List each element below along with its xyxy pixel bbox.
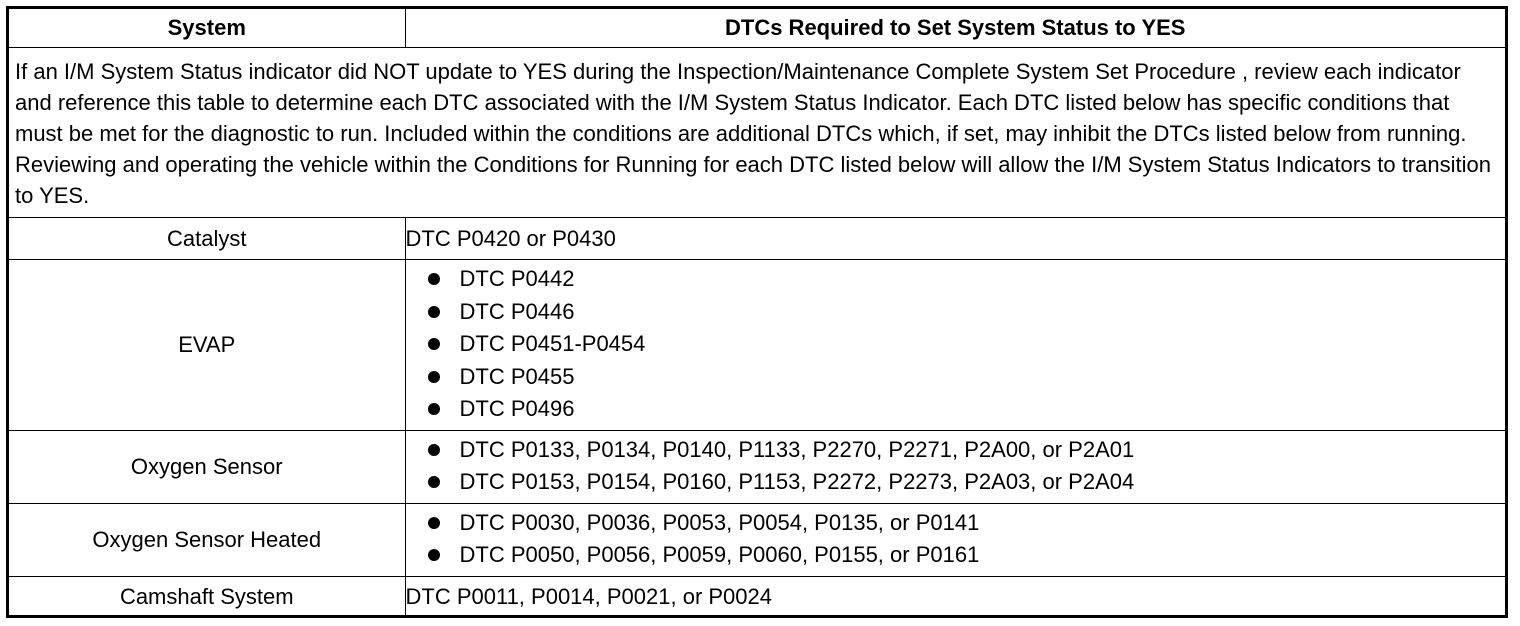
dtc-text: DTC P0496 [459,396,575,421]
dtc-list [406,431,1506,503]
bullet-icon [428,549,440,561]
dtc-text: DTC P0133, P0134, P0140, P1133, P2270, P2271, P2A00, or P2A01 [459,436,1135,462]
list-item [428,466,1506,499]
intro-text: If an I/M System Status indicator did NOT update to YES during the Inspection/Maintenance Complete System Set Procedure , review each indicator and reference this table to determine each DTC associated with the I/M System Status Indicator. Each DTC listed below has specific conditions that must be met for the diagnostic to run. Included within the conditions are additional DTCs which, if set, may inhibit the DTCs listed below from running. Reviewing and operating the vehicle within the Conditions for Running for each DTC listed below will allow the I/M System Status Indicators to transition to YES. [9,48,1505,218]
table-row [9,218,1505,260]
system-cell: Oxygen Sensor Heated [9,503,405,576]
dtc-text: DTC P0442 [459,266,575,291]
dtc-list [406,504,1506,576]
bullet-icon [428,444,440,456]
dtc-table-frame [6,6,1508,618]
system-cell: EVAP [9,260,405,431]
dtc-list-cell [405,260,1505,431]
system-cell: Camshaft System [9,576,405,618]
table-row [9,503,1505,576]
dtc-list-cell [405,503,1505,576]
dtc-list [406,260,1506,430]
dtc-text: DTC P0050, P0056, P0059, P0060, P0155, or P0161 [459,542,980,567]
list-item [428,539,1506,572]
intro-row [9,48,1505,218]
dtc-text: DTC P0446 [459,298,575,324]
list-item [428,296,1506,329]
bullet-icon [428,306,440,318]
dtc-list-cell [405,430,1505,503]
system-cell: Catalyst [9,218,405,260]
bullet-icon [428,338,440,350]
list-item [428,361,1506,394]
list-item [428,263,1506,296]
bullet-icon [428,403,440,415]
list-item [428,507,1506,540]
system-column-header: System [9,9,405,48]
table-row [9,430,1505,503]
bullet-icon [428,517,440,529]
system-cell: Oxygen Sensor [9,430,405,503]
dtc-text: DTC P0030, P0036, P0053, P0054, P0135, or P0141 [459,509,980,535]
dtc-text: DTC P0153, P0154, P0160, P1153, P2272, P2273, P2A03, or P2A04 [459,469,1135,494]
dtc-text: DTC P0451-P0454 [459,331,646,356]
bullet-icon [428,371,440,383]
list-item [428,393,1506,426]
dtcs-column-header: DTCs Required to Set System Status to YES [405,9,1505,48]
dtc-text: DTC P0455 [459,363,575,389]
dtc-table [9,9,1505,618]
table-row [9,576,1505,618]
dtc-cell: DTC P0011, P0014, P0021, or P0024 [405,576,1505,618]
table-row [9,260,1505,431]
bullet-icon [428,476,440,488]
list-item [428,328,1506,361]
dtc-cell: DTC P0420 or P0430 [405,218,1505,260]
bullet-icon [428,273,440,285]
table-header-row [9,9,1505,48]
list-item [428,434,1506,467]
